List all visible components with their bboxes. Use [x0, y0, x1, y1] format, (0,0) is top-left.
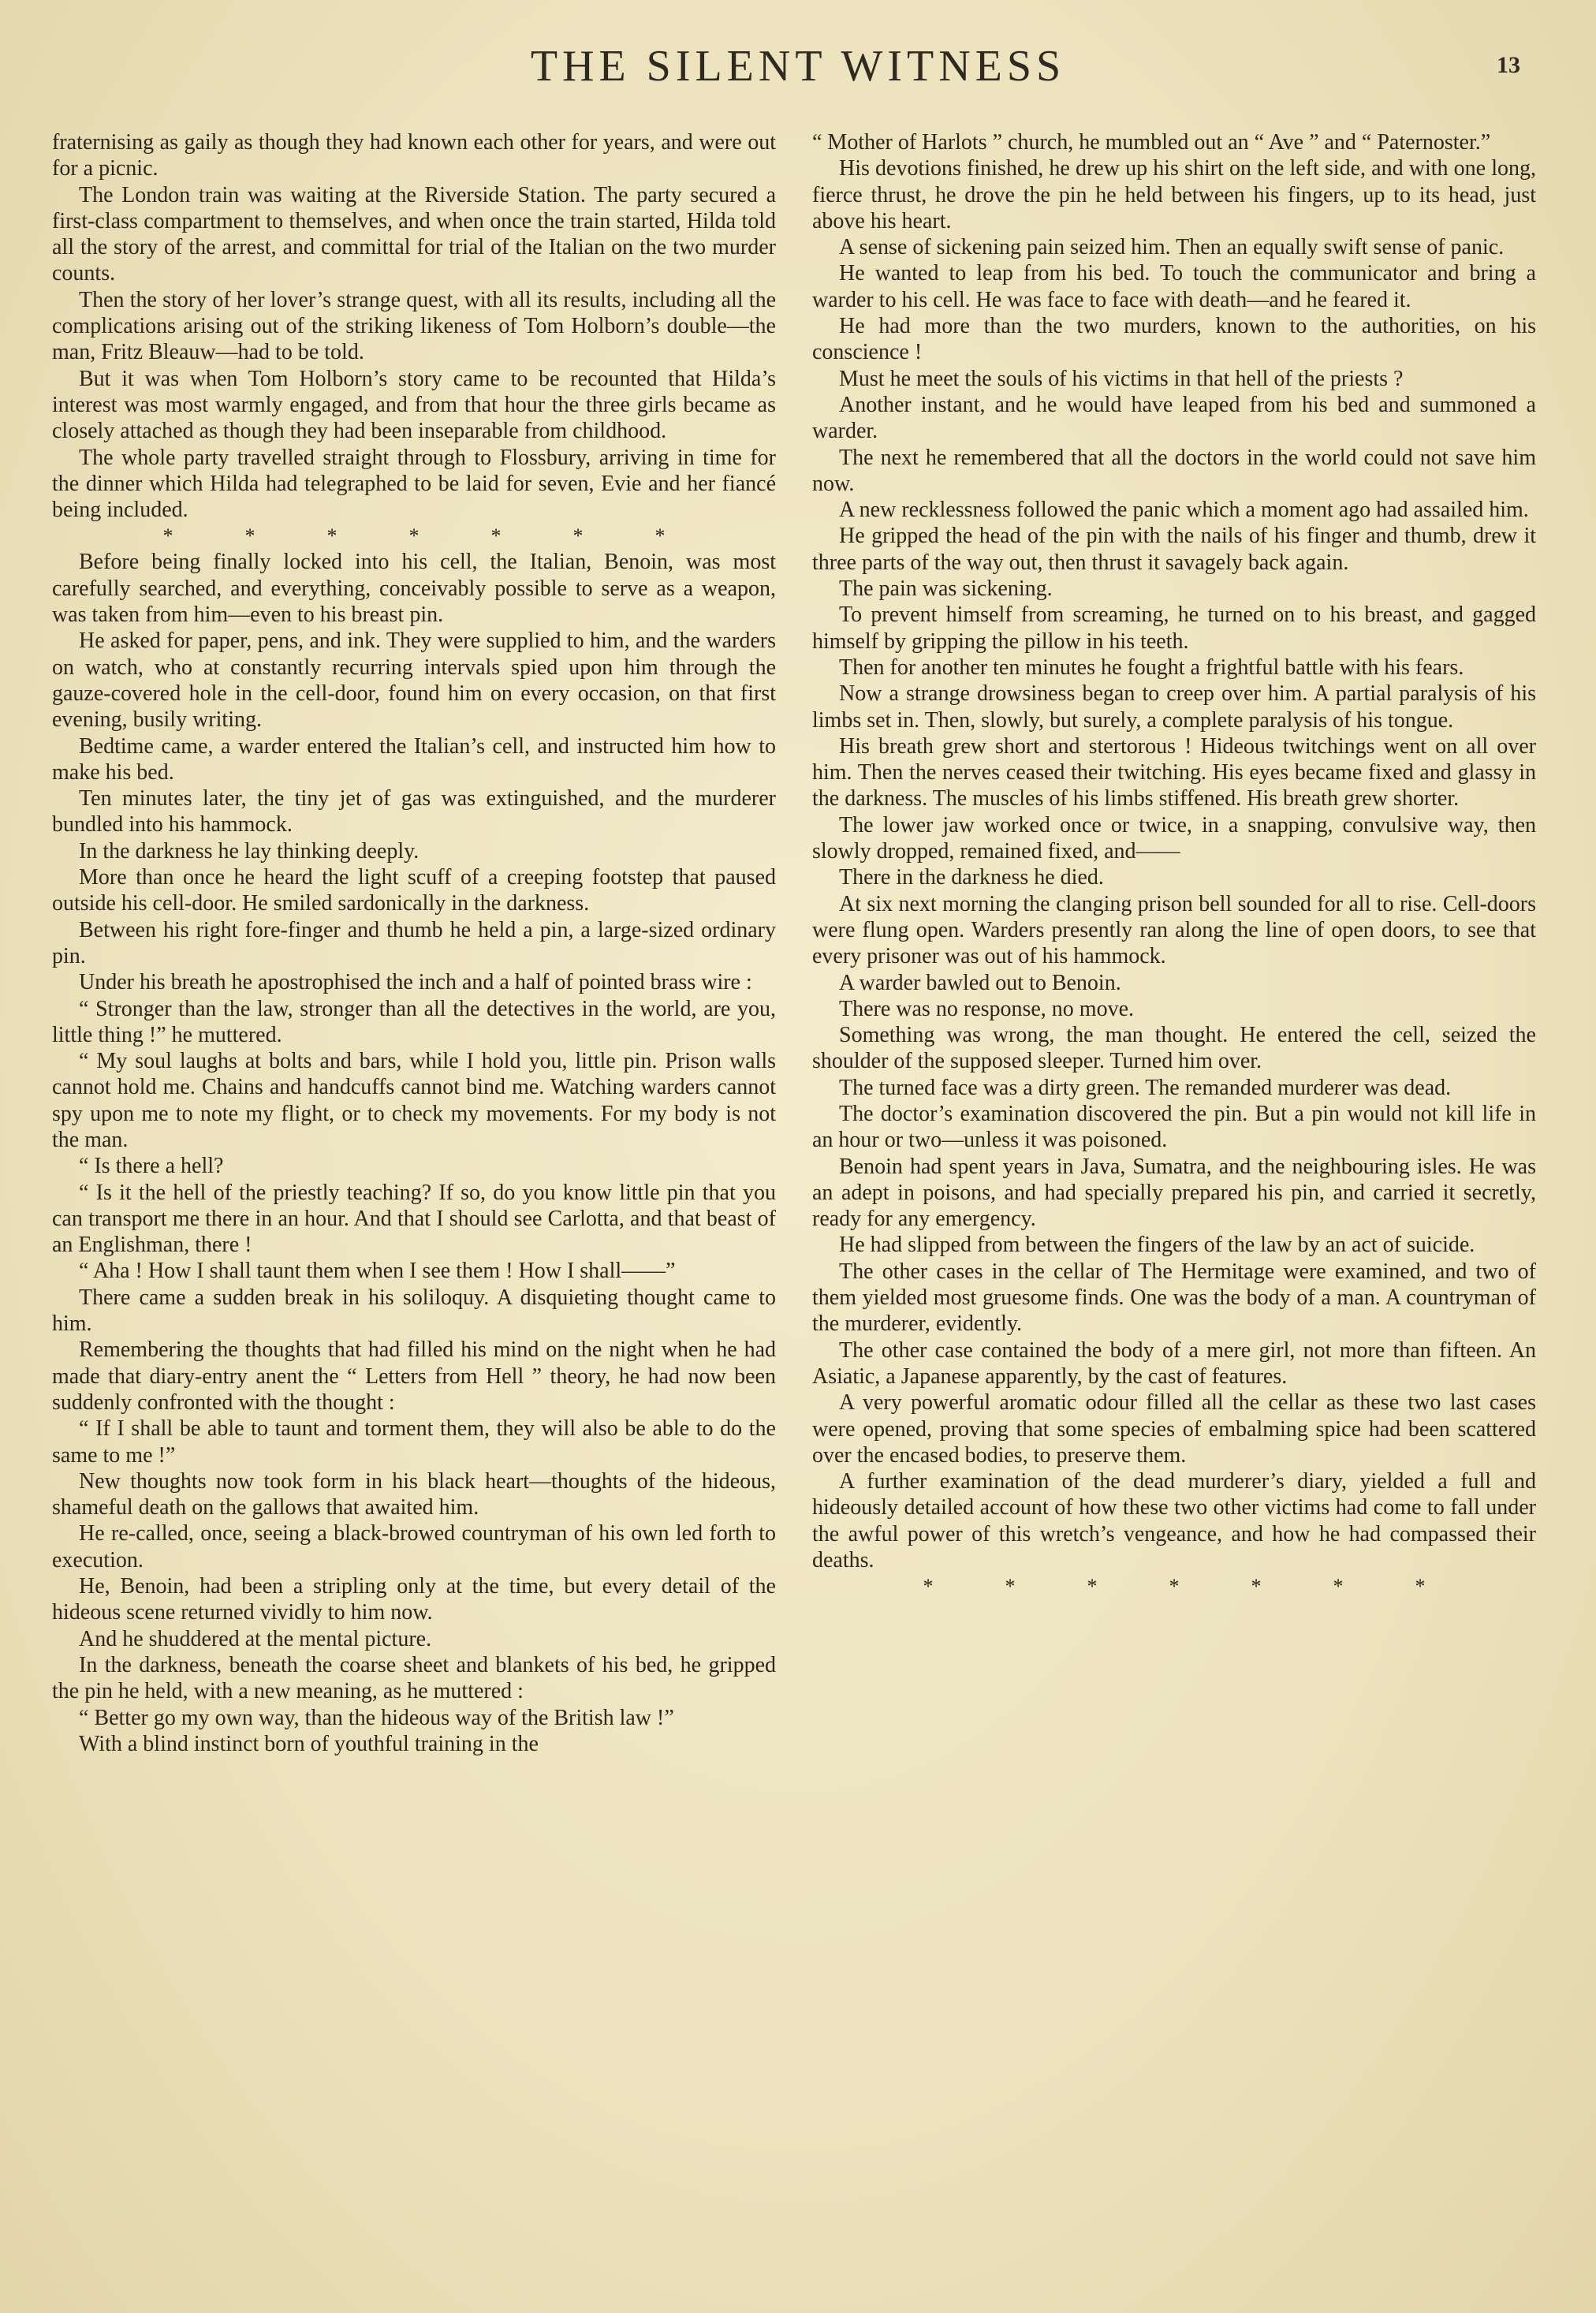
paragraph: The pain was sickening. [839, 576, 1053, 602]
paragraph: The turned face was a dirty green. The remanded murderer was dead. [839, 1075, 1452, 1100]
running-title: THE SILENT WITNESS [530, 42, 1066, 91]
separator-star: * [244, 524, 255, 548]
separator-star: * [1333, 1575, 1344, 1599]
paragraph: The lower jaw worked once or twice, in a snapping, convulsive way, then slowly dropped, remained fixed, and—— [812, 812, 1536, 864]
separator-star: * [1087, 1575, 1098, 1599]
separator-star: * [162, 524, 173, 548]
paragraph: Before being finally locked into his cell, the Italian, Benoin, was most carefully searched, and everything, conceivably possible to serve as a weapon, was taken from him—even to his breast pin. [52, 550, 776, 628]
paragraph: There was no response, no move. [839, 996, 1135, 1021]
paragraph: With a blind instinct born of youthful training in the [79, 1731, 539, 1756]
paragraph: Now a strange drowsiness began to creep over him. A partial paralysis of his limbs set in. Then, slowly, but surely, a complete paralysis of his tongue. [812, 681, 1536, 733]
left-column [52, 129, 776, 1757]
paragraph: New thoughts now took form in his black heart—thoughts of the hideous, shameful death on the gallows that awaited him. [52, 1468, 776, 1520]
paragraph: “ Is it the hell of the priestly teaching? If so, do you know little pin that you can transport me there in an hour. And that I should see Carlotta, and that beast of an Englishman, there ! [52, 1180, 776, 1258]
paragraph: There came a sudden break in his soliloquy. A disquieting thought came to him. [52, 1285, 776, 1337]
separator-star: * [326, 524, 337, 548]
separator-star: * [923, 1575, 934, 1599]
separator-star: * [572, 524, 584, 548]
paragraph: A new recklessness followed the panic which a moment ago had assailed him. [839, 498, 1529, 523]
paragraph: At six next morning the clanging prison bell sounded for all to rise. Cell-doors were flung open. Warders presently ran along the line of open doors, to see that every prisoner was out of his hammock. [812, 891, 1536, 969]
paragraph: “ My soul laughs at bolts and bars, while I hold you, little pin. Prison walls cannot hold me. Chains and handcuffs cannot bind me. Watching warders cannot spy upon me to note my flight, or to check my movements. For my body is not the man. [52, 1049, 776, 1152]
separator-star: * [1251, 1575, 1262, 1599]
separator-star: * [1005, 1575, 1016, 1599]
paragraph: There in the darkness he died. [839, 865, 1104, 890]
paragraph: His devotions finished, he drew up his shirt on the left side, and with one long, fierce thrust, he drove the pin he held between his fingers, up to its head, just above his heart. [812, 156, 1536, 233]
paragraph: A warder bawled out to Benoin. [839, 970, 1121, 995]
paragraph: His breath grew short and stertorous ! Hideous twitchings went on all over him. Then the nerves ceased their twitching. His eyes became fixed and glassy in the darkness. The muscles of his limbs stiffened. His breath grew shorter. [812, 733, 1536, 811]
paragraph: Under his breath he apostrophised the inch and a half of pointed brass wire : [79, 970, 752, 995]
paragraph: Between his right fore-finger and thumb he held a pin, a large-sized ordinary pin. [52, 917, 776, 968]
paragraph: The next he remembered that all the doctors in the world could not save him now. [812, 445, 1536, 496]
separator-star: * [490, 524, 502, 548]
paragraph: He asked for paper, pens, and ink. They were supplied to him, and the warders on watch, who at constantly recurring intervals spied upon him through the gauze-covered hole in the cell-door, found him on every occasion, on that first evening, busily writing. [52, 629, 776, 733]
paragraph: The other case contained the body of a mere girl, not more than fifteen. An Asiatic, a Japanese apparently, by the cast of features. [812, 1337, 1536, 1389]
separator-star: * [1169, 1575, 1180, 1599]
paragraph: “ Better go my own way, than the hideous way of the British law !” [79, 1705, 674, 1730]
paragraph: He had more than the two murders, known to the authorities, on his conscience ! [812, 314, 1536, 365]
paragraph: Something was wrong, the man thought. He entered the cell, seized the shoulder of the supposed sleeper. Turned him over. [812, 1023, 1536, 1074]
paragraph: Benoin had spent years in Java, Sumatra, and the neighbouring isles. He was an adept in poisons, and had specially prepared his pin, and carried it secretly, ready for any emergency. [812, 1154, 1536, 1232]
separator-star: * [408, 524, 420, 548]
paragraph: In the darkness, beneath the coarse sheet and blankets of his bed, he gripped the pin he held, with a new meaning, as he muttered : [52, 1652, 776, 1704]
paragraph: He wanted to leap from his bed. To touch the communicator and bring a warder to his cell. He was face to face with death—and he feared it. [812, 261, 1536, 312]
separator-star: * [1415, 1575, 1426, 1599]
paragraph: Then the story of her lover’s strange quest, with all its results, including all the complications arising out of the striking likeness of Tom Holborn’s double—the man, Fritz Bleauw—had to be told. [52, 287, 776, 365]
paragraph: The doctor’s examination discovered the pin. But a pin would not kill life in an hour or two—unless it was poisoned. [812, 1101, 1536, 1153]
paragraph: Remembering the thoughts that had filled his mind on the night when he had made that diary-entry anent the “ Letters from Hell ” theory, he had now been suddenly confronted with the thought : [52, 1337, 776, 1415]
paragraph: More than once he heard the light scuff of a creeping footstep that paused outside his cell-door. He smiled sardonically in the darkness. [52, 865, 776, 916]
paragraph: The whole party travelled straight through to Flossbury, arriving in time for the dinner which Hilda had telegraphed to be laid for seven, Evie and her fiancé being included. [52, 445, 776, 523]
paragraph: “ Mother of Harlots ” church, he mumbled out an “ Ave ” and “ Paternoster.” [812, 130, 1491, 155]
paragraph: He had slipped from between the fingers of the law by an act of suicide. [839, 1233, 1475, 1258]
paragraph: “ Stronger than the law, stronger than all the detectives in the world, are you, little thing !” he muttered. [52, 996, 776, 1047]
paragraph: He, Benoin, had been a stripling only at the time, but every detail of the hideous scene returned vividly to him now. [52, 1574, 776, 1625]
paragraph: Must he meet the souls of his victims in that hell of the priests ? [839, 366, 1404, 391]
paragraph: Ten minutes later, the tiny jet of gas was extinguished, and the murderer bundled into his hammock. [52, 786, 776, 838]
paragraph: Then for another ten minutes he fought a frightful battle with his fears. [839, 655, 1464, 680]
section-break [52, 523, 776, 549]
page-number: 13 [1497, 52, 1520, 78]
paragraph: fraternising as gaily as though they had known each other for years, and were out for a picnic. [52, 130, 776, 181]
paragraph: He gripped the head of the pin with the nails of his finger and thumb, drew it three parts of the way out, then thrust it savagely back again. [812, 524, 1536, 575]
paragraph: “ Is there a hell? [79, 1154, 224, 1179]
paragraph: The other cases in the cellar of The Hermitage were examined, and two of them yielded most gruesome finds. One was the body of a man. A countryman of the murderer, evidently. [812, 1259, 1536, 1337]
paragraph: “ If I shall be able to taunt and torment them, they will also be able to do the same to me !” [52, 1416, 776, 1468]
paragraph: To prevent himself from screaming, he turned on to his breast, and gagged himself by gripping the pillow in his teeth. [812, 602, 1536, 654]
paragraph: He re-called, once, seeing a black-browed countryman of his own led forth to execution. [52, 1521, 776, 1572]
separator-star: * [654, 524, 666, 548]
paragraph: A sense of sickening pain seized him. Then an equally swift sense of panic. [839, 235, 1505, 260]
right-column [812, 129, 1536, 1599]
paragraph: Another instant, and he would have leaped from his bed and summoned a warder. [812, 392, 1536, 444]
paragraph: In the darkness he lay thinking deeply. [79, 838, 420, 864]
paragraph: A further examination of the dead murderer’s diary, yielded a full and hideously detailed account of how these two other victims had come to fall under the awful power of this wretch’s vengeance, and how he had compassed their deaths. [812, 1469, 1536, 1573]
section-break [812, 1573, 1536, 1599]
paragraph: A very powerful aromatic odour filled all the cellar as these two last cases were opened, proving that some species of embalming spice had been scattered over the encased bodies, to preserve them. [812, 1390, 1536, 1468]
paragraph: The London train was waiting at the Riverside Station. The party secured a first-class compartment to themselves, and when once the train started, Hilda told all the story of the arrest, and committal for trial of the Italian on the two murder counts. [52, 182, 776, 286]
paragraph: But it was when Tom Holborn’s story came to be recounted that Hilda’s interest was most warmly engaged, and from that hour the three girls became as closely attached as though they had been inseparable from childhood. [52, 366, 776, 444]
paragraph: And he shuddered at the mental picture. [79, 1626, 432, 1651]
paragraph: “ Aha ! How I shall taunt them when I see them ! How I shall——” [79, 1259, 676, 1284]
paragraph: Bedtime came, a warder entered the Italian’s cell, and instructed him how to make his bed. [52, 733, 776, 785]
